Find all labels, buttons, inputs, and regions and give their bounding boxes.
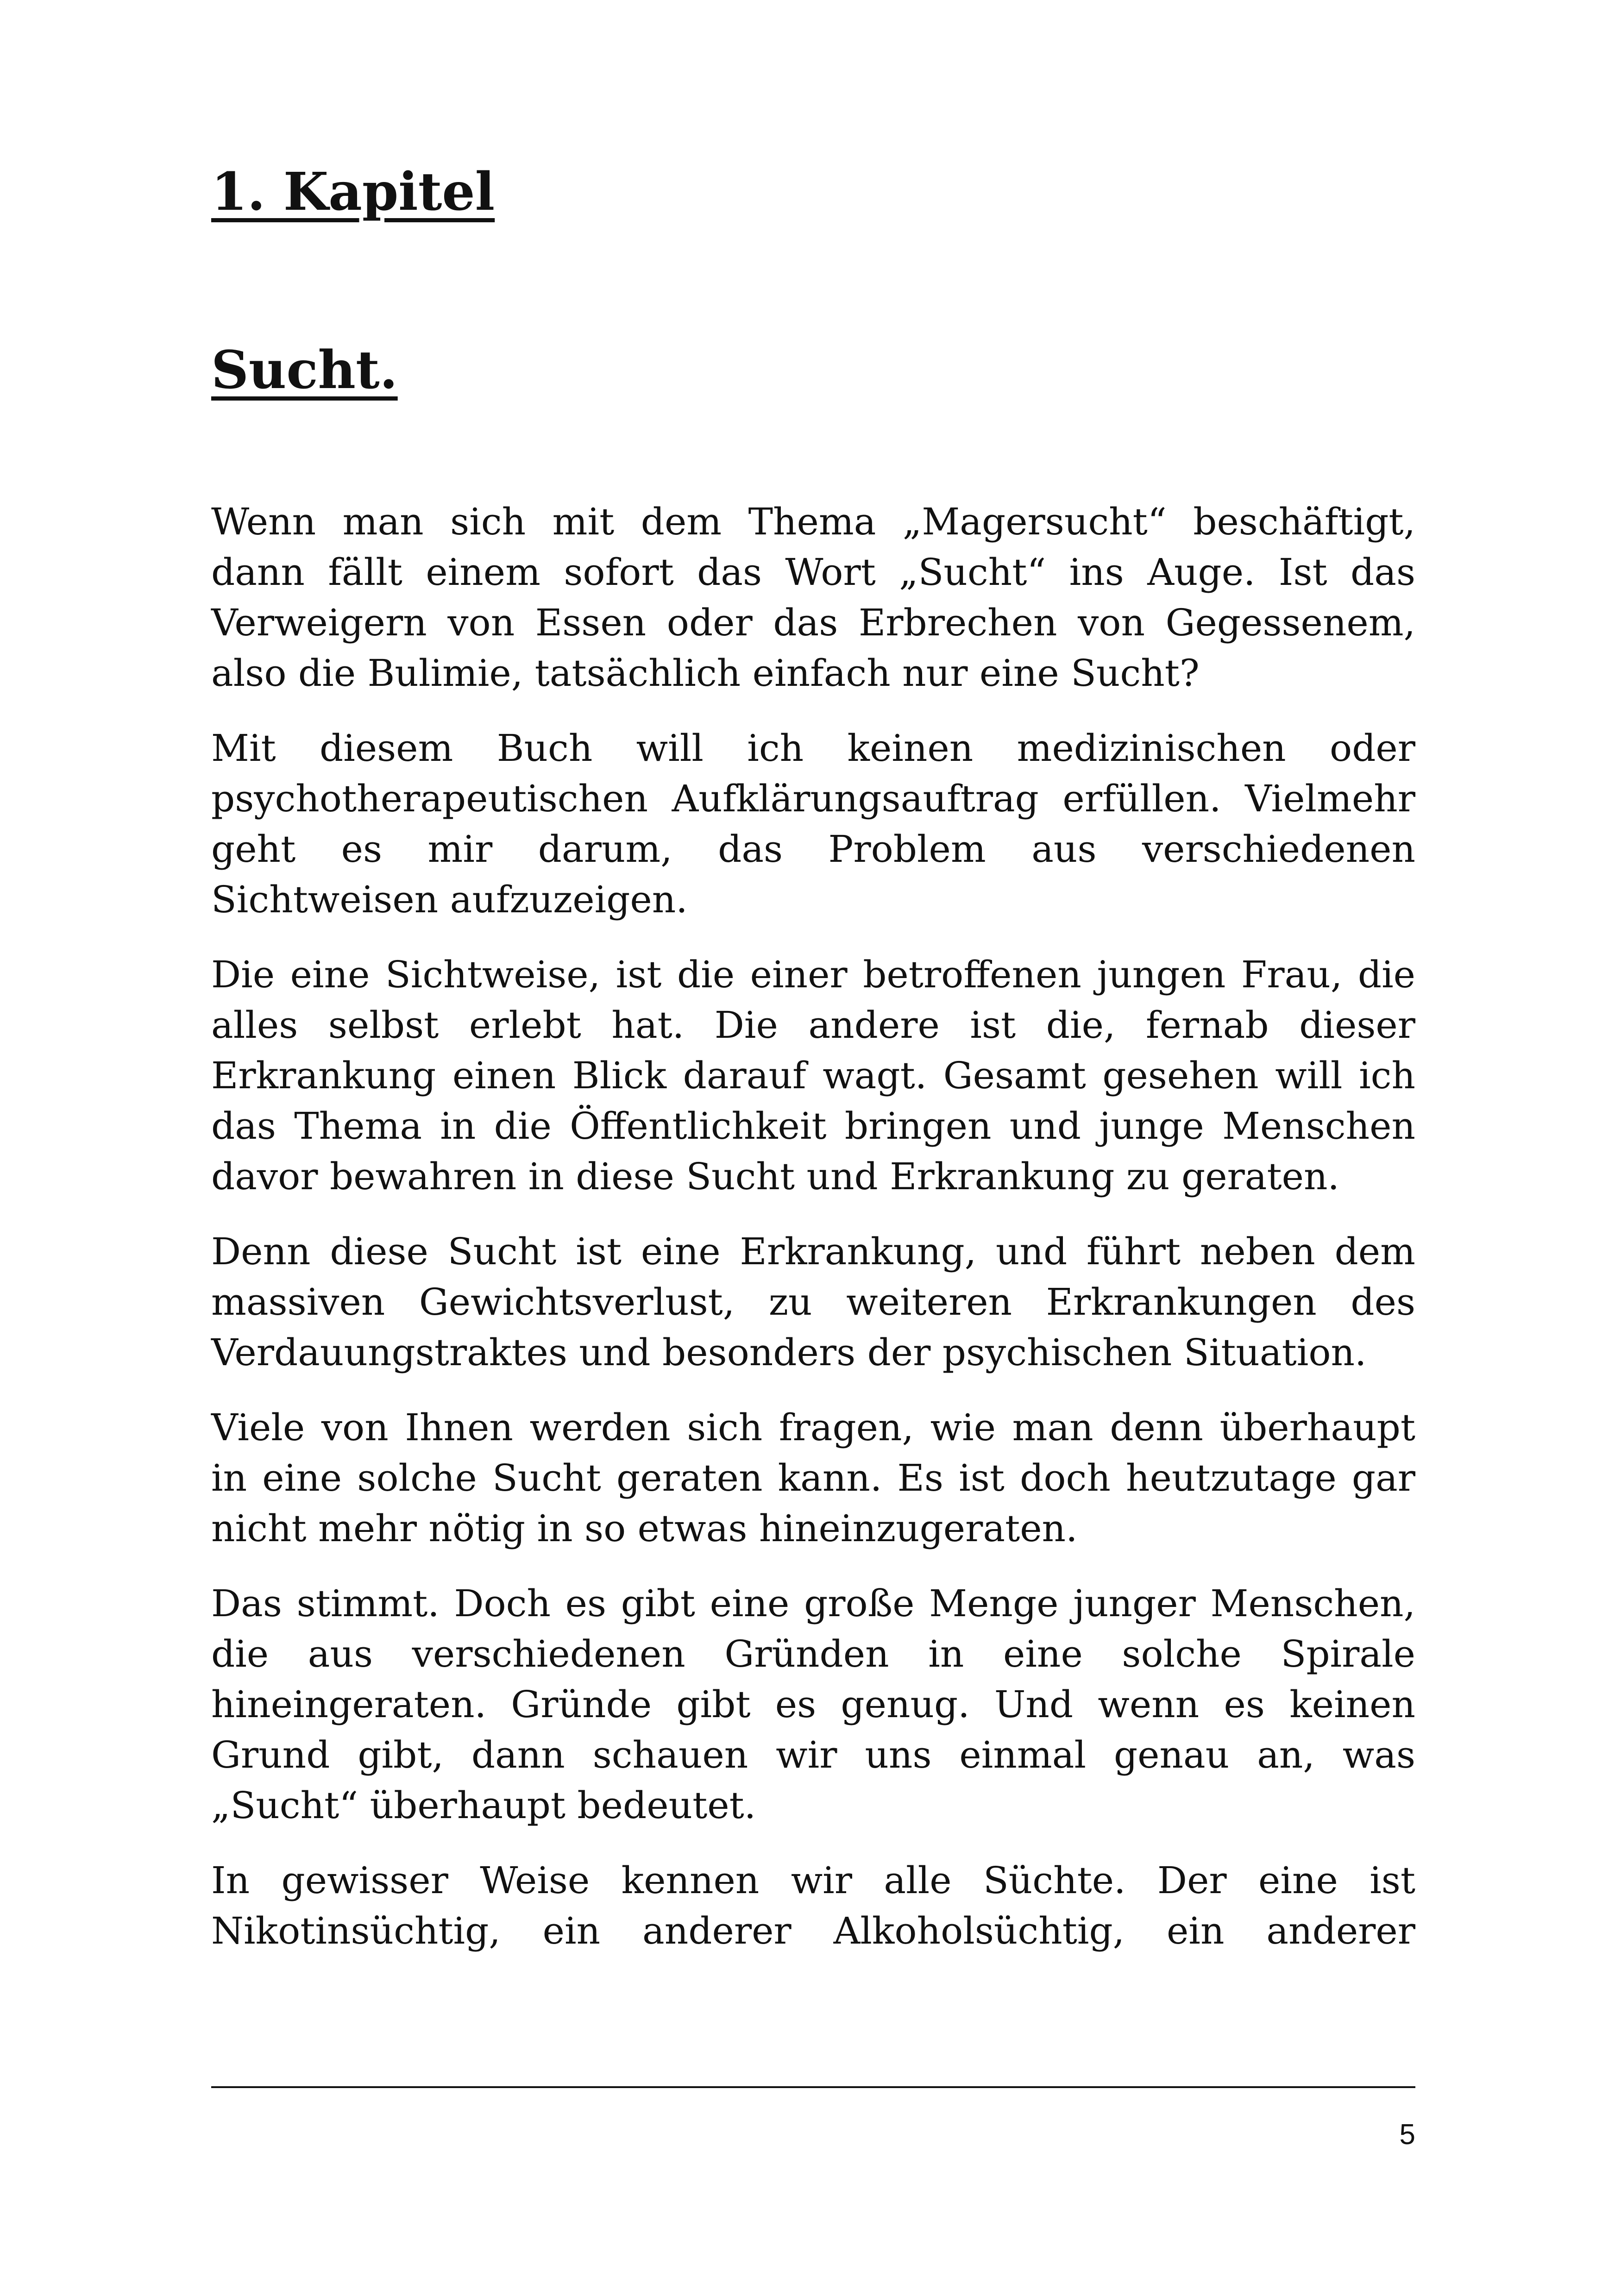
- paragraph: Das stimmt. Doch es gibt eine große Menge junger Menschen, die aus verschiedenen Gründen in eine solche Spirale hineingeraten. Gründe gibt es genug. Und wenn es keinen Grund gibt, dann schauen wir uns einmal genau an, was „Sucht“ überhaupt bedeutet.: [211, 1582, 1415, 1827]
- paragraph: Viele von Ihnen werden sich fragen, wie man denn überhaupt in eine solche Sucht geraten kann. Es ist doch heutzutage gar nicht mehr nötig in so etwas hineinzugeraten.: [211, 1406, 1415, 1550]
- paragraph: Denn diese Sucht ist eine Erkrankung, und führt neben dem massiven Gewichtsverlust, zu weiteren Erkrankungen des Verdauungstraktes und besonders der psychischen Situation.: [211, 1230, 1415, 1374]
- page-number: 5: [1399, 2119, 1415, 2151]
- section-title: Sucht.: [211, 340, 398, 401]
- chapter-title: 1. Kapitel: [211, 162, 495, 222]
- paragraph: Mit diesem Buch will ich keinen medizinischen oder psychotherapeutischen Aufklärungsauftrag erfüllen. Vielmehr geht es mir darum, das Problem aus verschiedenen Sichtweisen aufzuzeigen.: [211, 727, 1415, 921]
- body-text: [211, 496, 1415, 1981]
- paragraph: Wenn man sich mit dem Thema „Magersucht“ beschäftigt, dann fällt einem sofort das Wort „Sucht“ ins Auge. Ist das Verweigern von Essen oder das Erbrechen von Gegessenem, also die Bulimie, tatsächlich einfach nur eine Sucht?: [211, 500, 1415, 695]
- footer-divider: [211, 2086, 1415, 2088]
- paragraph-continued: In gewisser Weise kennen wir alle Süchte. Der eine ist Nikotinsüchtig, ein anderer Alkoholsüchtig, ein anderer: [211, 1859, 1415, 1952]
- paragraph: Die eine Sichtweise, ist die einer betroffenen jungen Frau, die alles selbst erlebt hat. Die andere ist die, fernab dieser Erkrankung einen Blick darauf wagt. Gesamt gesehen will ich das Thema in die Öffentlichkeit bringen und junge Menschen davor bewahren in diese Sucht und Erkrankung zu geraten.: [211, 953, 1415, 1198]
